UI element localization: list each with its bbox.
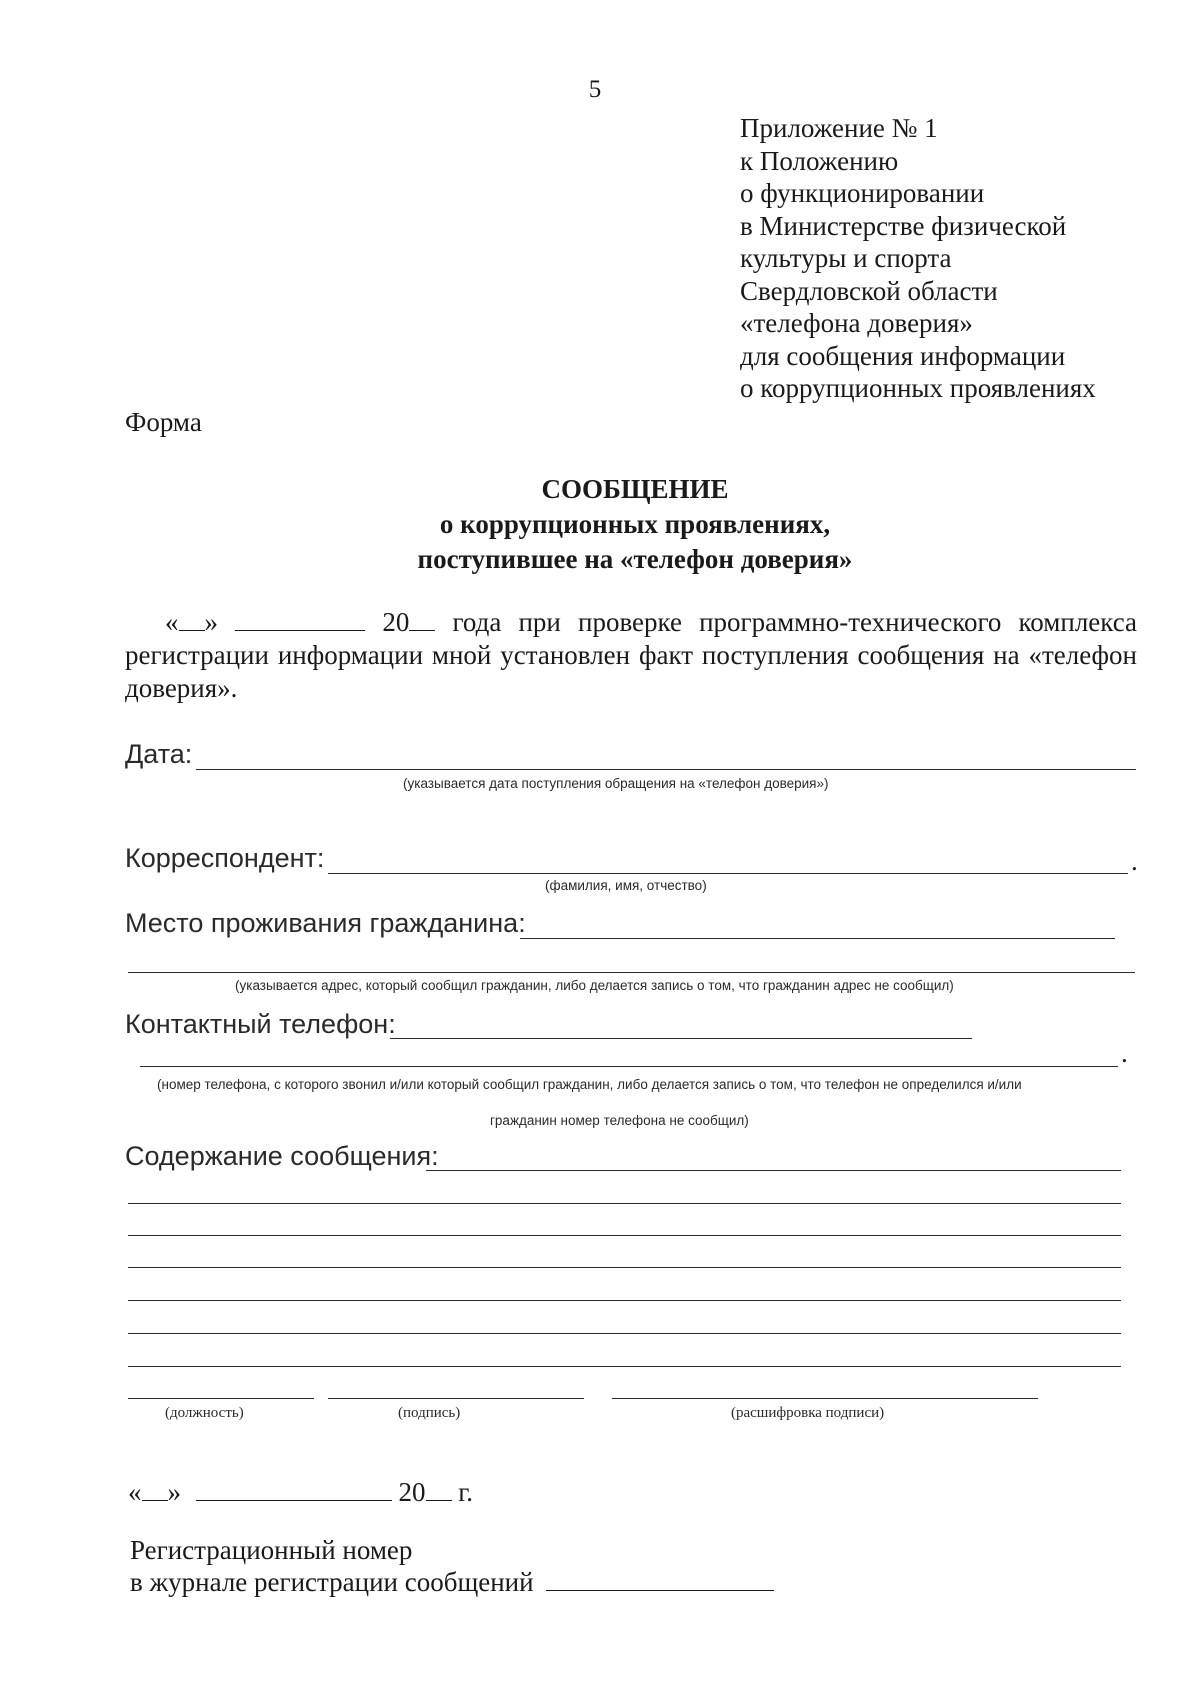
registration-line-1: Регистрационный номер	[130, 1535, 413, 1565]
content-line[interactable]	[128, 1267, 1121, 1268]
appendix-line: в Министерстве физической	[740, 210, 1067, 241]
footer-year-prefix: 20	[398, 1477, 426, 1507]
appendix-line: для сообщения информации	[740, 340, 1066, 371]
registration-label: в журнале регистрации сообщений	[130, 1567, 534, 1597]
appendix-line: Свердловской области	[740, 275, 998, 306]
title-line-2: о коррупционных проявлениях,	[439, 509, 831, 539]
title-line-1: СООБЩЕНИЕ	[541, 474, 729, 504]
footer-year-blank[interactable]	[426, 1480, 452, 1501]
phone-field-line-2[interactable]	[140, 1066, 1118, 1067]
phone-end-dot: .	[1121, 1038, 1128, 1068]
footer-quote-open: «	[128, 1477, 142, 1507]
content-line[interactable]	[128, 1203, 1121, 1204]
appendix-line: «телефона доверия»	[740, 308, 973, 338]
correspondent-hint: (фамилия, имя, отчество)	[545, 878, 707, 893]
residence-label: Место проживания гражданина:	[125, 908, 526, 938]
correspondent-field-line[interactable]	[328, 873, 1128, 874]
month-blank[interactable]	[235, 610, 365, 631]
content-line[interactable]	[426, 1170, 1121, 1171]
appendix-line: культуры и спорта	[740, 243, 952, 273]
signature-line[interactable]	[328, 1398, 584, 1399]
position-line[interactable]	[128, 1398, 314, 1399]
appendix-line: о коррупционных проявлениях	[740, 373, 1096, 403]
date-field-line[interactable]	[196, 769, 1136, 770]
footer-quote-close: »	[167, 1477, 181, 1507]
year-prefix: 20	[382, 607, 410, 637]
appendix-line: о функционировании	[740, 178, 985, 208]
signature-hint: (подпись)	[398, 1405, 461, 1421]
footer-year-suffix: г.	[451, 1477, 474, 1507]
residence-field-line-2[interactable]	[128, 972, 1135, 973]
content-line[interactable]	[128, 1300, 1121, 1301]
page-number: 5	[588, 76, 602, 103]
phone-hint-line-2: гражданин номер телефона не сообщил)	[490, 1113, 749, 1128]
residence-hint: (указывается адрес, который сообщил гражданин, либо делается запись о том, что гражданин адрес не сообщил)	[235, 978, 954, 993]
footer-month-blank[interactable]	[196, 1480, 392, 1501]
content-line[interactable]	[128, 1333, 1121, 1334]
footer-day-blank[interactable]	[142, 1480, 168, 1501]
year-blank[interactable]	[409, 610, 435, 631]
content-line[interactable]	[128, 1366, 1121, 1367]
appendix-line: к Положению	[740, 145, 899, 176]
registration-number-blank[interactable]	[546, 1570, 774, 1591]
date-hint: (указывается дата поступления обращения на «телефон доверия»)	[403, 776, 829, 791]
footer-date	[128, 1477, 473, 1508]
signature-decoding-hint: (расшифровка подписи)	[731, 1405, 885, 1421]
document-title	[0, 472, 1200, 577]
registration-line-2	[130, 1567, 774, 1598]
content-label: Содержание сообщения:	[125, 1141, 439, 1171]
residence-field-line-1[interactable]	[520, 938, 1115, 939]
intro-paragraph	[125, 606, 1137, 705]
appendix-line: Приложение № 1	[740, 113, 938, 143]
appendix-block	[740, 112, 1096, 405]
quote-close: »	[204, 607, 218, 637]
correspondent-label: Корреспондент:	[125, 843, 325, 873]
phone-hint-line-1: (номер телефона, с которого звонил и/или который сообщил гражданин, либо делается запись о том, что телефон не определился и/или	[157, 1077, 1022, 1092]
quote-open: «	[165, 607, 179, 637]
day-blank[interactable]	[179, 610, 205, 631]
signature-decoding-line[interactable]	[612, 1398, 1038, 1399]
title-line-3: поступившее на «телефон доверия»	[417, 544, 853, 574]
phone-label: Контактный телефон:	[125, 1009, 396, 1039]
date-label: Дата:	[125, 739, 193, 769]
form-label: Форма	[125, 407, 202, 437]
intro-text: года при проверке программно-технического комплекса регистрации информации мной установлен факт поступления сообщения на «телефон доверия».	[125, 607, 1138, 703]
phone-field-line-1[interactable]	[390, 1038, 972, 1039]
content-line[interactable]	[128, 1235, 1121, 1236]
correspondent-end-dot: .	[1131, 846, 1138, 876]
position-hint: (должность)	[165, 1405, 244, 1421]
